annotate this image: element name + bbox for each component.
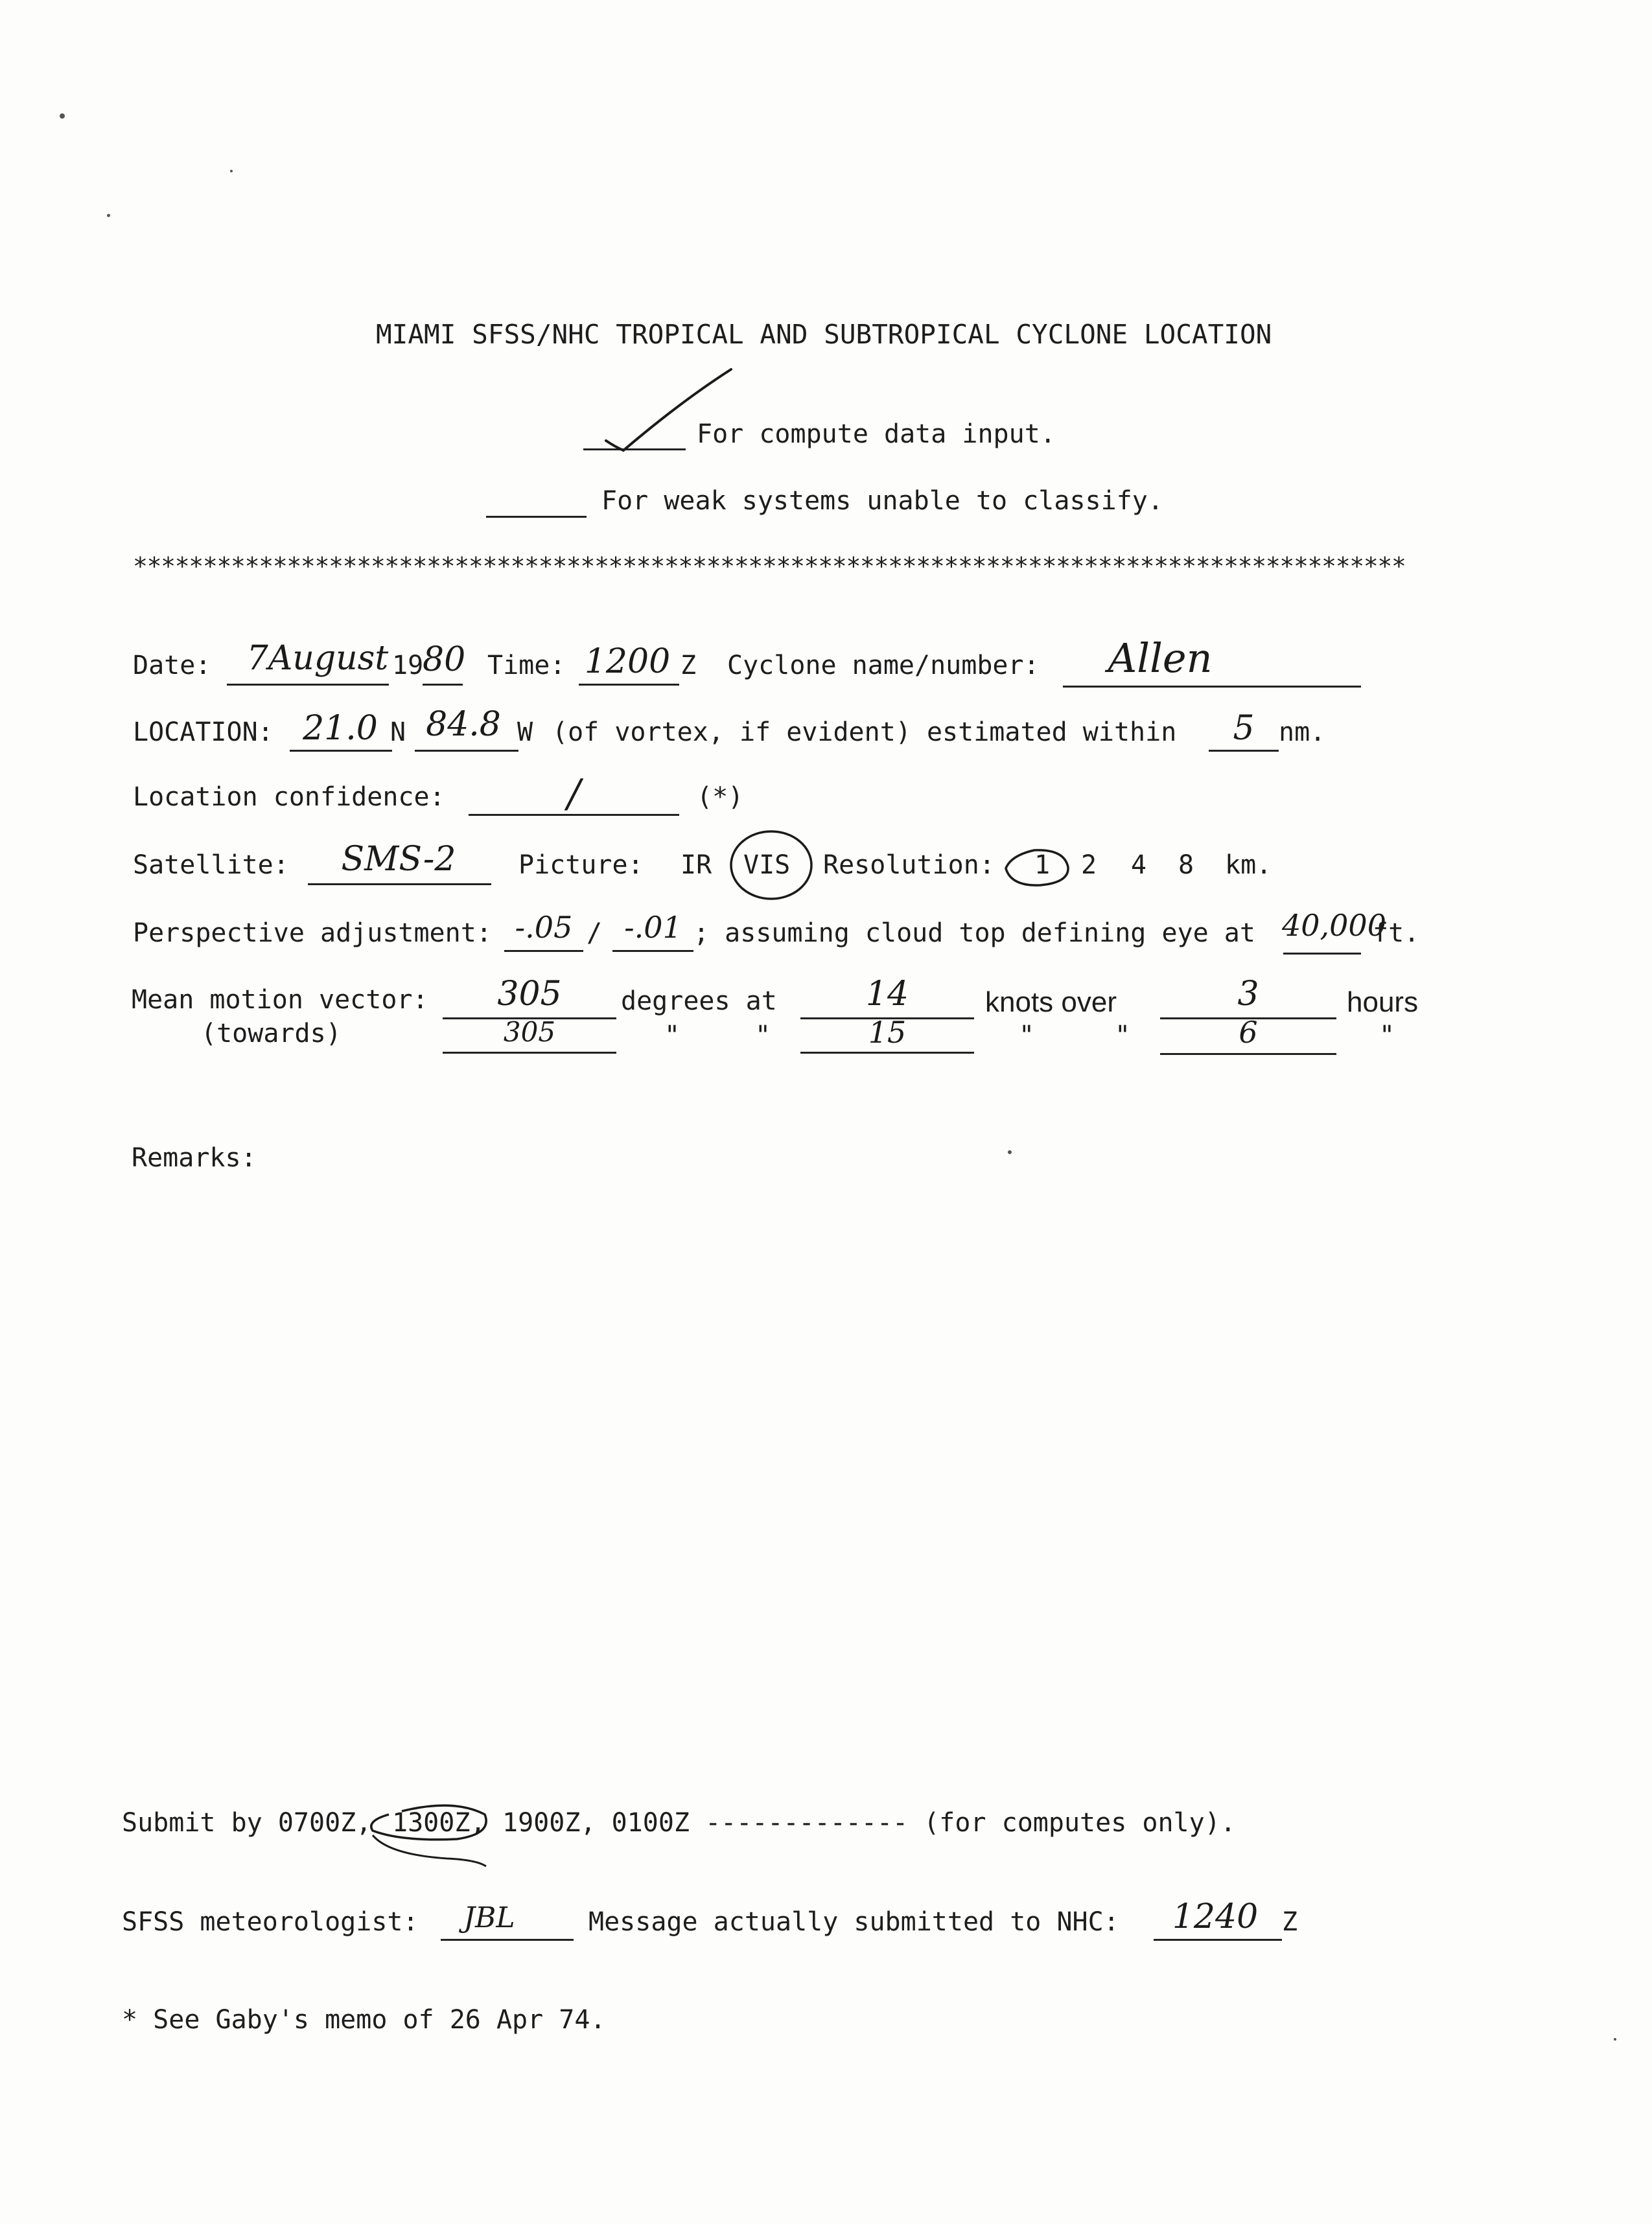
time-z-suffix: Z <box>681 651 697 680</box>
divider-stars: ******************************************************************************************* <box>133 552 1406 581</box>
submit-rest: 1900Z, 0100Z ------------- (for computes only). <box>502 1808 1236 1838</box>
year-prefix: 19 <box>392 651 424 680</box>
resolution-4[interactable]: 4 <box>1131 850 1147 880</box>
perspective-value-2[interactable]: -.01 <box>624 910 682 945</box>
submit-label: Submit by 0700Z, <box>122 1808 372 1838</box>
eye-height-value[interactable]: 40,000 <box>1282 908 1386 943</box>
date-line <box>227 684 389 686</box>
year-line <box>423 684 463 686</box>
scan-speck <box>1614 2038 1616 2041</box>
hours-label: hours <box>1347 986 1419 1018</box>
persp-2-line <box>612 950 693 952</box>
date-day-month-value[interactable]: 7August <box>246 639 389 678</box>
scan-speck <box>107 214 110 217</box>
perspective-label: Perspective adjustment: <box>133 918 492 948</box>
cyclone-line <box>1063 686 1361 688</box>
ditto-1a: " <box>664 1021 681 1050</box>
resolution-1[interactable]: 1 <box>1034 850 1051 880</box>
nm-label: nm. <box>1279 717 1326 747</box>
date-label: Date: <box>133 651 211 680</box>
remarks-label: Remarks: <box>132 1143 257 1173</box>
ditto-3: " <box>1379 1021 1395 1050</box>
option-compute-label: For compute data input. <box>697 419 1056 449</box>
west-label: W <box>517 717 533 747</box>
asterisk-ref: (*) <box>697 782 744 812</box>
cyclone-label: Cyclone name/number: <box>727 651 1040 680</box>
satellite-line <box>308 883 491 885</box>
resolution-2[interactable]: 2 <box>1081 850 1097 880</box>
perspective-value-1[interactable]: -.05 <box>515 910 573 945</box>
meteorologist-label: SFSS meteorologist: <box>122 1907 419 1937</box>
scan-speck <box>1008 1150 1012 1154</box>
satellite-value[interactable]: SMS-2 <box>341 840 456 879</box>
option-weak-label: For weak systems unable to classify. <box>601 486 1163 516</box>
mean-motion-label: Mean motion vector: <box>132 985 428 1015</box>
ft-label: ft. <box>1373 918 1420 948</box>
knots-over-label: knots over <box>985 986 1117 1018</box>
speed-value-2[interactable]: 15 <box>868 1015 907 1050</box>
assuming-label: ; assuming cloud top defining eye at <box>693 918 1255 948</box>
degrees-at-label: degrees at <box>621 986 777 1016</box>
direction-value-1[interactable]: 305 <box>497 975 562 1014</box>
hours-2-line <box>1160 1053 1336 1055</box>
picture-ir[interactable]: IR <box>681 850 712 880</box>
picture-vis[interactable]: VIS <box>743 850 791 880</box>
lon-line <box>415 750 518 752</box>
compute-checkbox-line[interactable] <box>583 448 686 450</box>
submit-circled-time[interactable]: 1300Z, <box>392 1808 486 1838</box>
resolution-label: Resolution: <box>823 850 995 880</box>
scan-speck <box>230 170 233 172</box>
ditto-1b: " <box>755 1021 771 1050</box>
meteorologist-line <box>441 1939 574 1941</box>
dir-2-line <box>443 1052 616 1054</box>
confidence-label: Location confidence: <box>133 782 445 812</box>
ditto-2a: " <box>1019 1021 1035 1050</box>
latitude-value[interactable]: 21.0 <box>303 709 378 748</box>
location-label: LOCATION: <box>133 717 273 747</box>
resolution-8[interactable]: 8 <box>1178 850 1194 880</box>
km-label: km. <box>1225 850 1272 880</box>
cyclone-name-value[interactable]: Allen <box>1108 634 1213 682</box>
confidence-value[interactable]: / <box>567 771 581 817</box>
meteorologist-value[interactable]: JBL <box>463 1901 515 1934</box>
speed-value-1[interactable]: 14 <box>865 975 909 1014</box>
satellite-label: Satellite: <box>133 850 289 880</box>
time-line <box>579 684 679 686</box>
submitted-time-line <box>1154 1939 1282 1941</box>
submitted-time-value[interactable]: 1240 <box>1172 1897 1259 1936</box>
speed-2-line <box>800 1052 974 1054</box>
perspective-slash: / <box>587 918 603 948</box>
within-nm-value[interactable]: 5 <box>1233 709 1255 748</box>
time-label: Time: <box>487 651 566 680</box>
persp-1-line <box>504 950 583 952</box>
direction-value-2[interactable]: 305 <box>503 1016 556 1048</box>
hours-value-1[interactable]: 3 <box>1237 975 1259 1014</box>
ditto-2b: " <box>1115 1021 1131 1050</box>
date-year-value[interactable]: 80 <box>423 640 466 679</box>
message-z-suffix: Z <box>1282 1907 1298 1937</box>
picture-label: Picture: <box>518 850 644 880</box>
north-label: N <box>390 717 406 747</box>
form-title: MIAMI SFSS/NHC TROPICAL AND SUBTROPICAL CYCLONE LOCATION <box>376 319 1272 350</box>
footnote: * See Gaby's memo of 26 Apr 74. <box>122 2005 606 2035</box>
vortex-label: (of vortex, if evident) estimated within <box>552 717 1177 747</box>
weak-checkbox-line[interactable] <box>486 516 587 518</box>
scan-speck <box>60 113 65 119</box>
hours-value-2[interactable]: 6 <box>1239 1015 1258 1050</box>
within-line <box>1209 750 1279 752</box>
eye-height-line <box>1283 953 1361 955</box>
message-label: Message actually submitted to NHC: <box>588 1907 1119 1937</box>
longitude-value[interactable]: 84.8 <box>426 705 501 744</box>
towards-label: (towards) <box>201 1019 342 1048</box>
lat-line <box>290 750 392 752</box>
time-value[interactable]: 1200 <box>584 642 671 681</box>
